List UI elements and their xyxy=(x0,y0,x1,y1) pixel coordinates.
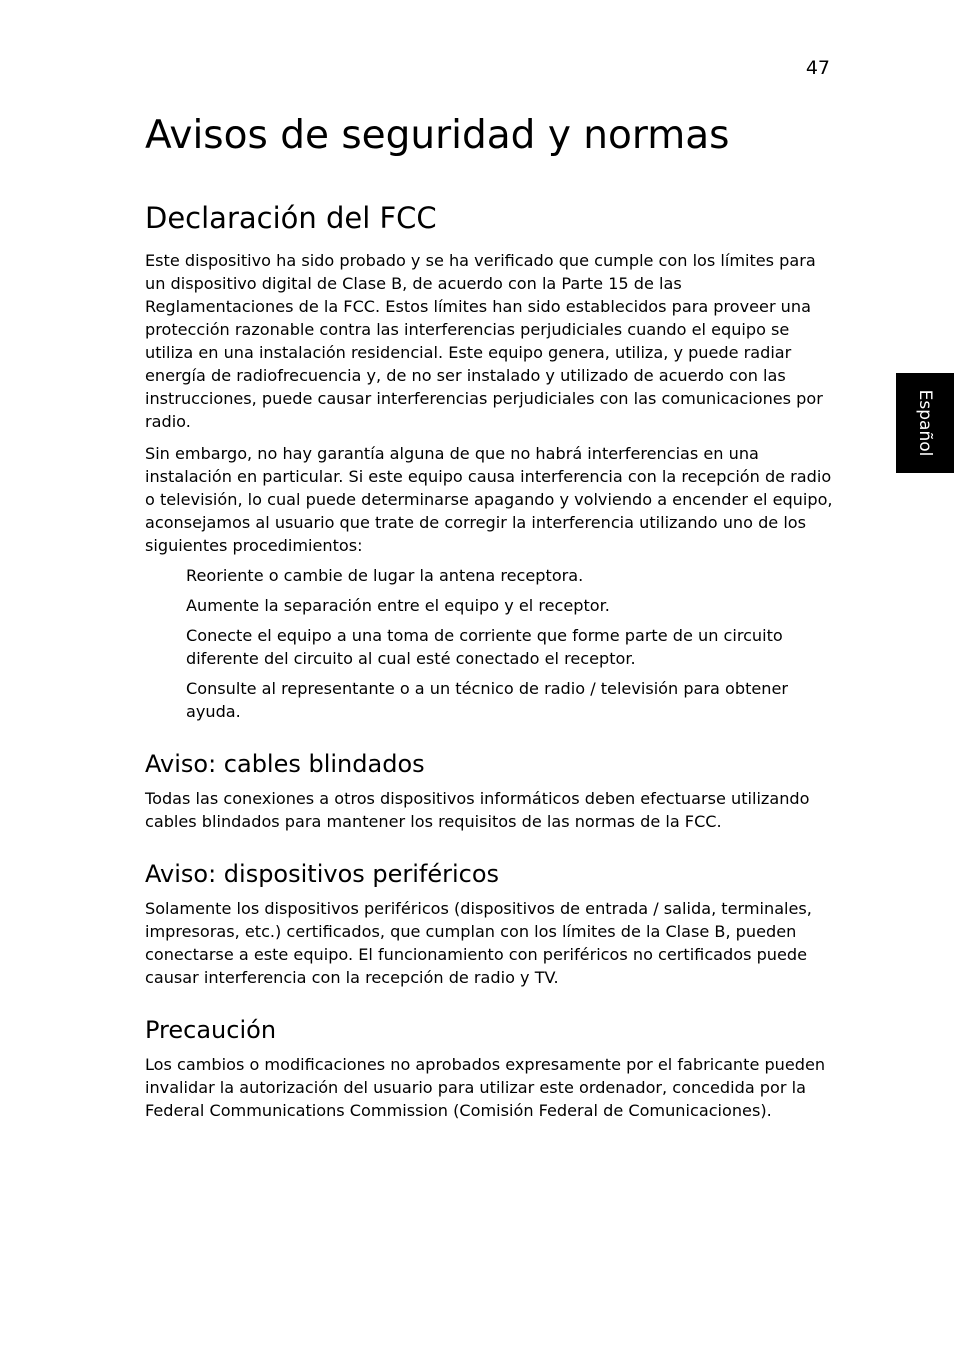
cables-text: Todas las conexiones a otros dispositivos informáticos deben efectuarse utilizando cables blindados para mantener los requisitos de las normas de la FCC. xyxy=(145,789,810,831)
document-body xyxy=(145,110,835,1131)
caution-heading: Precaución xyxy=(145,1016,277,1044)
peripherals-text: Solamente los dispositivos periféricos (dispositivos de entrada / salida, terminales, impresoras, etc.) certificados, que cumplan con los límites de la Clase B, pueden conectarse a este equipo. El funcionamiento con periféricos no certificados puede causar interferencia con la recepción de radio y TV. xyxy=(145,899,812,987)
language-tab xyxy=(896,373,954,473)
caution-text: Los cambios o modificaciones no aprobados expresamente por el fabricante pueden invalidar la autorización del usuario para utilizar este ordenador, concedida por la Federal Communications Commission (Comisión Federal de Comunicaciones). xyxy=(145,1055,826,1120)
procedure-item: Reoriente o cambie de lugar la antena receptora. xyxy=(186,566,584,585)
cables-section xyxy=(145,748,835,833)
fcc-section xyxy=(145,199,835,723)
page-number: 47 xyxy=(805,57,830,79)
peripherals-section xyxy=(145,858,835,989)
language-tab-label: Español xyxy=(915,389,935,457)
fcc-paragraph-1: Este dispositivo ha sido probado y se ha verificado que cumple con los límites para un dispositivo digital de Clase B, de acuerdo con la Parte 15 de las Reglamentaciones de la FCC. Estos límites han sido establecidos para proveer una protección razonable contra las interferencias perjudiciales cuando el equipo se utiliza en una instalación residencial. Este equipo genera, utiliza, y puede radiar energía de radiofrecuencia y, de no ser instalado y utilizado de acuerdo con las instrucciones, puede causar interferencias perjudiciales con las comunicaciones por radio. xyxy=(145,251,823,431)
procedure-item: Consulte al representante o a un técnico de radio / televisión para obtener ayuda. xyxy=(186,679,789,721)
fcc-heading: Declaración del FCC xyxy=(145,201,437,235)
procedure-item: Conecte el equipo a una toma de corriente que forme parte de un circuito diferente del circuito al cual esté conectado el receptor. xyxy=(186,626,783,668)
caution-section xyxy=(145,1014,835,1122)
page-title: Avisos de seguridad y normas xyxy=(145,113,730,158)
procedures-list xyxy=(145,564,835,723)
cables-heading: Aviso: cables blindados xyxy=(145,750,425,778)
peripherals-heading: Aviso: dispositivos periféricos xyxy=(145,860,500,888)
procedure-item: Aumente la separación entre el equipo y el receptor. xyxy=(186,596,610,615)
fcc-paragraph-2: Sin embargo, no hay garantía alguna de que no habrá interferencias en una instalación en particular. Si este equipo causa interferencia con la recepción de radio o televisión, lo cual puede determinarse apagando y volviendo a encender el equipo, aconsejamos al usuario que trate de corregir la interferencia utilizando uno de los siguientes procedimientos: xyxy=(145,444,833,555)
